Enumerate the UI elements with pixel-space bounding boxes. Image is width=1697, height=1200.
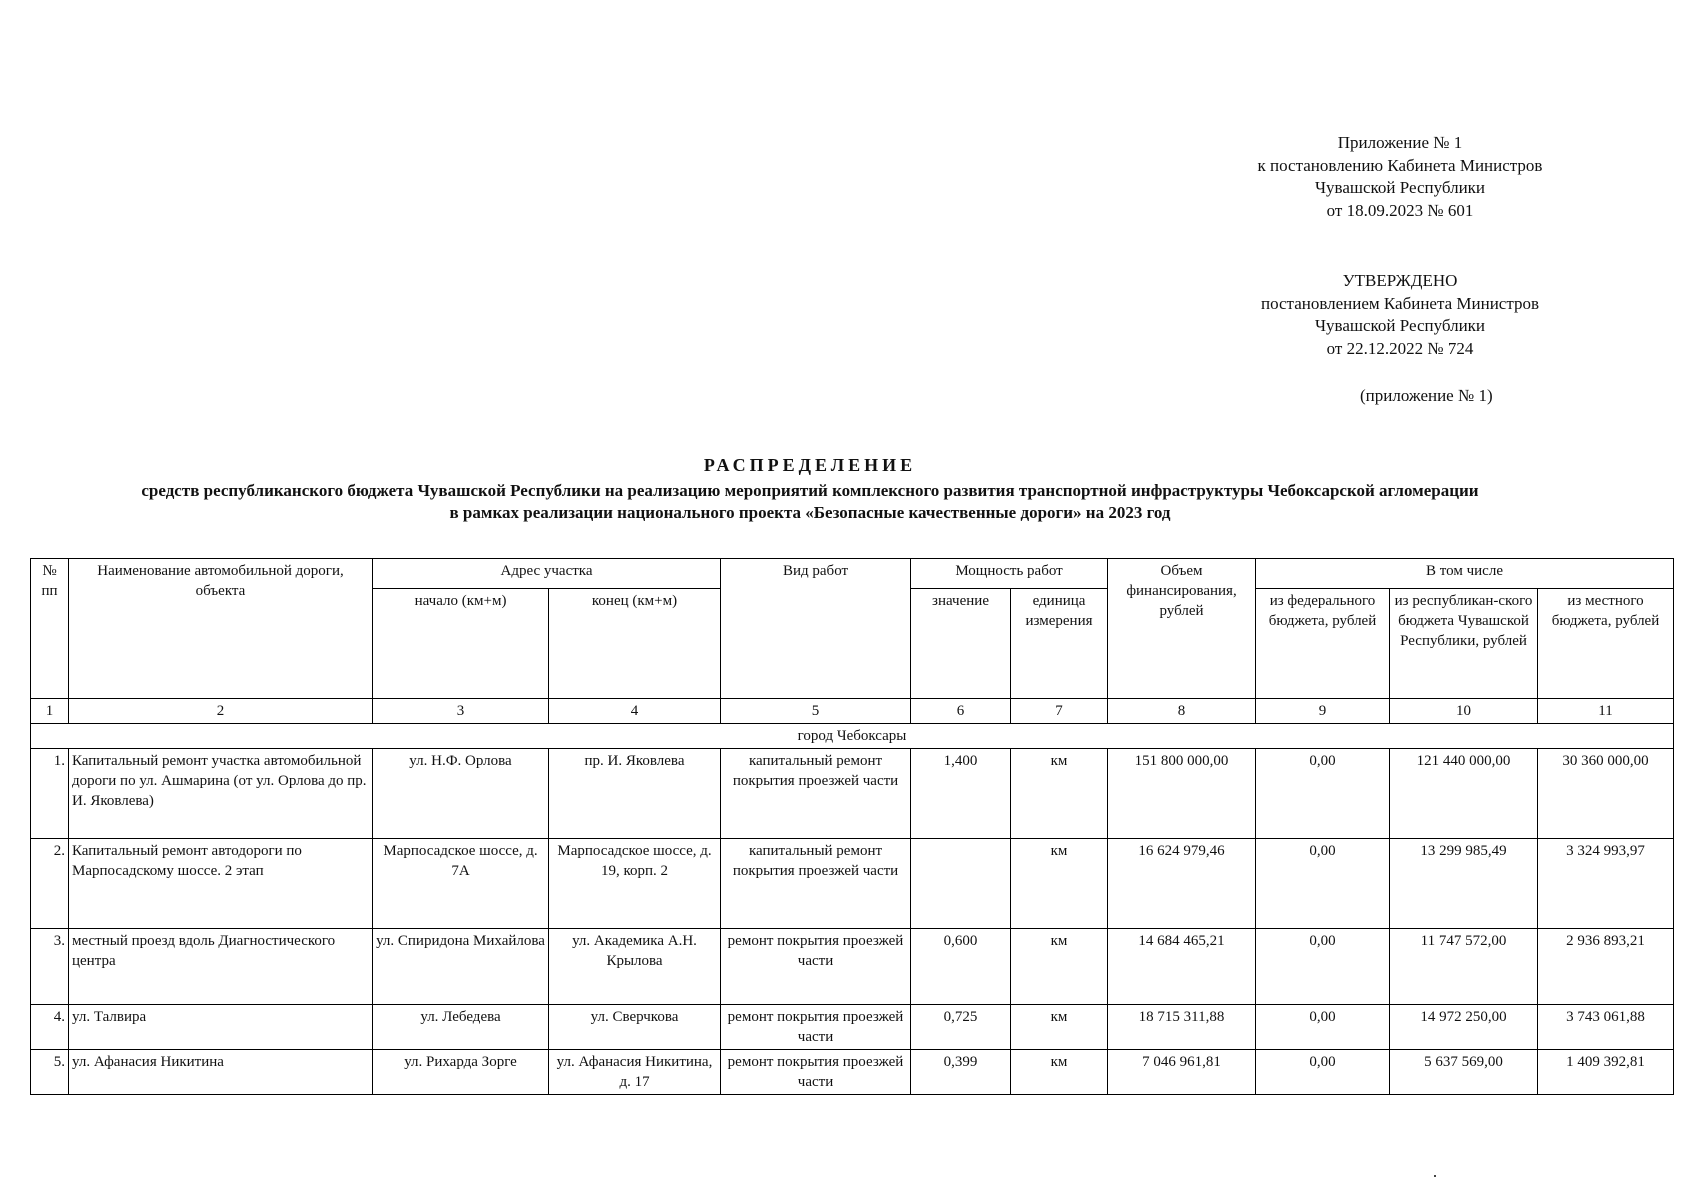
column-number: 3 (373, 699, 549, 724)
row-federal: 0,00 (1256, 1005, 1390, 1050)
row-unit: км (1011, 929, 1108, 1005)
row-end: пр. И. Яковлева (549, 749, 721, 839)
row-num: 1. (31, 749, 69, 839)
row-work: капитальный ремонт покрытия проезжей части (721, 839, 911, 929)
header-capacity: Мощность работ (911, 559, 1108, 589)
distribution-table (30, 558, 1674, 1095)
header-num: № пп (31, 559, 69, 699)
row-work: капитальный ремонт покрытия проезжей части (721, 749, 911, 839)
row-num: 3. (31, 929, 69, 1005)
row-republic: 121 440 000,00 (1390, 749, 1538, 839)
document-subtitle-1: средств республиканского бюджета Чувашской Республики на реализацию мероприятий комплексного развития транспортной инфраструктуры Чебоксарской агломерации (141, 481, 1479, 500)
column-number: 4 (549, 699, 721, 724)
column-number: 5 (721, 699, 911, 724)
table-row (31, 1005, 1674, 1050)
row-work: ремонт покрытия проезжей части (721, 1050, 911, 1095)
scan-speck (1434, 1175, 1436, 1177)
table-row (31, 839, 1674, 929)
document-subtitle-2: в рамках реализации национального проекта «Безопасные качественные дороги» на 2023 год (449, 503, 1171, 522)
header-address: Адрес участка (373, 559, 721, 589)
row-name: ул. Афанасия Никитина (69, 1050, 373, 1095)
column-number: 8 (1108, 699, 1256, 724)
approval-block (1180, 270, 1620, 360)
appendix-line-1: Приложение № 1 (1337, 133, 1463, 152)
row-name: Капитальный ремонт участка автомобильной дороги по ул. Ашмарина (от ул. Орлова до пр. И. Яковлева) (69, 749, 373, 839)
header-unit: единица измерения (1011, 589, 1108, 699)
row-start: ул. Н.Ф. Орлова (373, 749, 549, 839)
appendix-block (1180, 132, 1620, 222)
row-end: ул. Афанасия Никитина, д. 17 (549, 1050, 721, 1095)
column-number: 11 (1538, 699, 1674, 724)
header-republic: из республикан-ского бюджета Чувашской Республики, рублей (1390, 589, 1538, 699)
row-start: ул. Спиридона Михайлова (373, 929, 549, 1005)
row-value: 0,399 (911, 1050, 1011, 1095)
row-local: 1 409 392,81 (1538, 1050, 1674, 1095)
row-end: Марпосадское шоссе, д. 19, корп. 2 (549, 839, 721, 929)
approval-line-2: постановлением Кабинета Министров (1260, 293, 1540, 313)
row-local: 3 743 061,88 (1538, 1005, 1674, 1050)
row-unit: км (1011, 839, 1108, 929)
document-heading: РАСПРЕДЕЛЕНИЕ (703, 455, 917, 475)
row-end: ул. Сверчкова (549, 1005, 721, 1050)
row-unit: км (1011, 749, 1108, 839)
header-funding: Объем финансирования, рублей (1108, 559, 1256, 699)
header-start: начало (км+м) (373, 589, 549, 699)
row-num: 5. (31, 1050, 69, 1095)
row-start: ул. Рихарда Зорге (373, 1050, 549, 1095)
approval-appendix-note: (приложение № 1) (1360, 386, 1493, 405)
row-work: ремонт покрытия проезжей части (721, 1005, 911, 1050)
header-work-type: Вид работ (721, 559, 911, 699)
column-number: 6 (911, 699, 1011, 724)
row-unit: км (1011, 1005, 1108, 1050)
column-number: 10 (1390, 699, 1538, 724)
row-unit: км (1011, 1050, 1108, 1095)
row-funding: 151 800 000,00 (1108, 749, 1256, 839)
row-value: 0,600 (911, 929, 1011, 1005)
approval-line-3: Чувашской Республики (1314, 316, 1486, 335)
column-number: 2 (69, 699, 373, 724)
row-funding: 14 684 465,21 (1108, 929, 1256, 1005)
row-local: 2 936 893,21 (1538, 929, 1674, 1005)
appendix-line-3: Чувашской Республики (1314, 178, 1486, 197)
appendix-line-4: от 18.09.2023 № 601 (1326, 200, 1474, 220)
table-row (31, 749, 1674, 839)
row-num: 2. (31, 839, 69, 929)
header-local: из местного бюджета, рублей (1538, 589, 1674, 699)
table-row (31, 929, 1674, 1005)
row-funding: 18 715 311,88 (1108, 1005, 1256, 1050)
header-including: В том числе (1256, 559, 1674, 589)
column-number: 1 (31, 699, 69, 724)
row-name: ул. Талвира (69, 1005, 373, 1050)
table-row (31, 1050, 1674, 1095)
row-name: Капитальный ремонт автодороги по Марпосадскому шоссе. 2 этап (69, 839, 373, 929)
row-work: ремонт покрытия проезжей части (721, 929, 911, 1005)
row-local: 30 360 000,00 (1538, 749, 1674, 839)
row-end: ул. Академика А.Н. Крылова (549, 929, 721, 1005)
row-value: 1,400 (911, 749, 1011, 839)
row-federal: 0,00 (1256, 839, 1390, 929)
row-funding: 16 624 979,46 (1108, 839, 1256, 929)
row-start: ул. Лебедева (373, 1005, 549, 1050)
header-value: значение (911, 589, 1011, 699)
column-number: 9 (1256, 699, 1390, 724)
row-federal: 0,00 (1256, 749, 1390, 839)
column-number: 7 (1011, 699, 1108, 724)
row-name: местный проезд вдоль Диагностического центра (69, 929, 373, 1005)
approval-line-4: от 22.12.2022 № 724 (1326, 338, 1474, 358)
row-republic: 5 637 569,00 (1390, 1050, 1538, 1095)
row-start: Марпосадское шоссе, д. 7А (373, 839, 549, 929)
header-end: конец (км+м) (549, 589, 721, 699)
row-republic: 14 972 250,00 (1390, 1005, 1538, 1050)
row-value (911, 839, 1011, 929)
section-city: город Чебоксары (31, 724, 1674, 749)
row-republic: 11 747 572,00 (1390, 929, 1538, 1005)
row-funding: 7 046 961,81 (1108, 1050, 1256, 1095)
row-local: 3 324 993,97 (1538, 839, 1674, 929)
row-federal: 0,00 (1256, 1050, 1390, 1095)
header-name: Наименование автомобильной дороги, объекта (69, 559, 373, 699)
approval-line-1: УТВЕРЖДЕНО (1342, 271, 1458, 290)
appendix-line-2: к постановлению Кабинета Министров (1257, 155, 1543, 175)
row-federal: 0,00 (1256, 929, 1390, 1005)
row-value: 0,725 (911, 1005, 1011, 1050)
row-republic: 13 299 985,49 (1390, 839, 1538, 929)
row-num: 4. (31, 1005, 69, 1050)
header-federal: из федерального бюджета, рублей (1256, 589, 1390, 699)
